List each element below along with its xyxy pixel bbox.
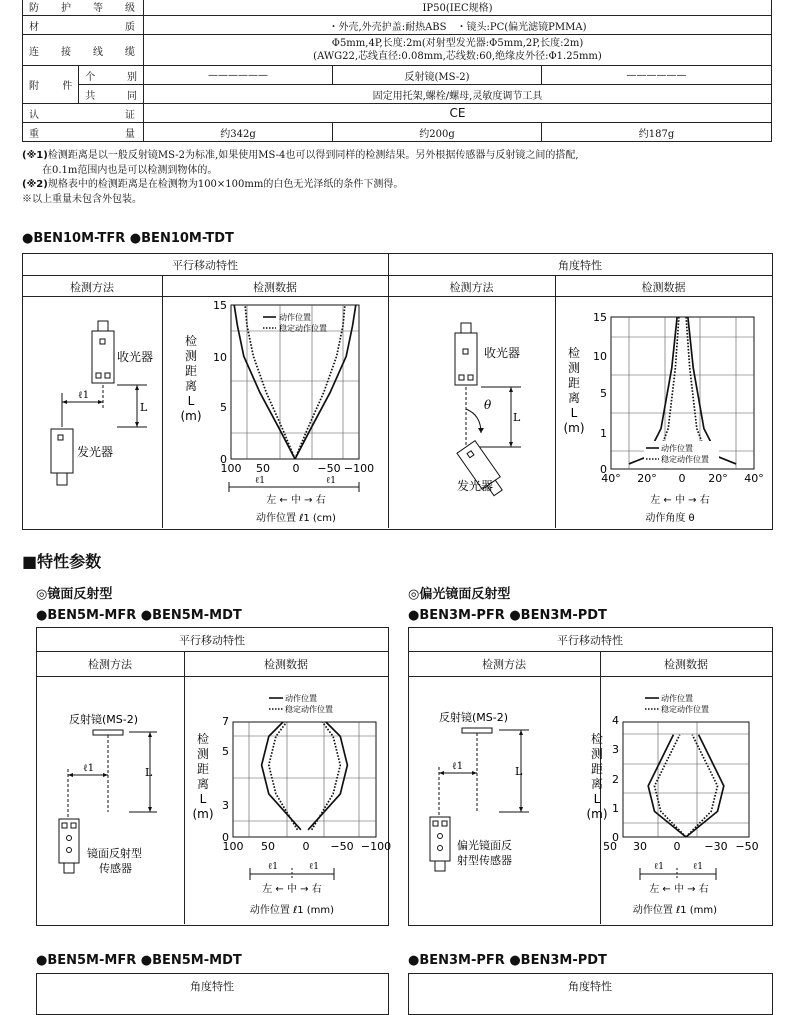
col-method: 检测方法 (482, 658, 526, 671)
table-row: 附 件 个 别 —————— 反射镜(MS-2) —————— (23, 66, 772, 85)
x-tick-label: 50 (603, 840, 617, 853)
chart-parallel-ben3m (586, 677, 771, 923)
theta-label: θ (484, 398, 492, 412)
y-tick-label: 5 (222, 745, 229, 758)
y-axis-label-char: (m) (180, 409, 202, 423)
y-axis-label-char: 距 (184, 364, 198, 378)
y-tick-label: 10 (593, 350, 607, 363)
mirror-icon (462, 728, 492, 733)
legend-action: 动作位置 (661, 444, 693, 453)
y-axis-label-char: 检 (567, 346, 581, 360)
x-caption-direction: 左 ← 中 → 右 (262, 884, 322, 895)
col-method: 检测方法 (88, 658, 132, 671)
header-angle: 角度特性 (568, 980, 612, 993)
parallel-method-diagram (22, 297, 162, 527)
svg-text:ℓ1: ℓ1 (654, 862, 665, 872)
chart-angle-ben10m (556, 297, 771, 527)
section-title: ■特性参数 (22, 552, 102, 571)
legend-action: 动作位置 (279, 313, 311, 322)
col-method: 检测方法 (449, 281, 494, 294)
y-tick-label: 15 (593, 311, 607, 324)
svg-text:ℓ1: ℓ1 (309, 862, 320, 872)
l1-dimension (640, 862, 716, 880)
legend (263, 312, 327, 333)
x-tick-label: −50 (317, 462, 341, 475)
header-angle: 角度特性 (190, 980, 234, 993)
y-tick-label: 0 (612, 831, 619, 844)
y-axis-label-char: L (593, 792, 601, 806)
x-axis-label: 动作位置 ℓ1 (mm) (632, 905, 718, 916)
y-axis-label-char: 测 (184, 349, 198, 363)
y-tick-label: 0 (222, 831, 229, 844)
type-polarized: ◎偏光镜面反射型 (408, 587, 511, 602)
y-axis-label-char: 检 (196, 732, 210, 746)
x-axis-label: 动作位置 ℓ1 (mm) (249, 905, 335, 916)
type-mirror: ◎镜面反射型 (36, 587, 113, 602)
models-ben5m-angle: ●BEN5M-MFR ●BEN5M-MDT (36, 953, 242, 968)
x-tick-label: 40° (744, 472, 764, 485)
y-axis-label-char: 离 (567, 391, 581, 405)
col-data: 检测数据 (641, 281, 686, 294)
table-row: 连 接 线 缆 Φ5mm,4P,长度:2m(对射型发光器:Φ5mm,2P,长度:2m) (AWG22,芯线直径:0.08mm,芯线数:60,绝缘皮外径:Φ1.25mm) (23, 35, 772, 66)
y-axis-label-char: 检 (184, 334, 198, 348)
mirror-label: 反射镜(MS-2) (69, 713, 139, 726)
svg-text:ℓ1: ℓ1 (255, 476, 266, 486)
x-tick-label: −50 (735, 840, 759, 853)
L-label: L (513, 411, 521, 424)
models-ben10m: ●BEN10M-TFR ●BEN10M-TDT (22, 231, 234, 246)
y-axis-label-char: (m) (563, 421, 585, 435)
x-tick-label: 100 (222, 840, 244, 853)
y-tick-label: 10 (213, 351, 227, 364)
y-axis-label-char: 测 (590, 747, 604, 761)
y-axis-label-char: (m) (586, 807, 608, 821)
y-axis-label (563, 345, 584, 435)
x-tick-label: 0 (678, 472, 686, 485)
L-label: L (140, 401, 148, 414)
x-tick-label: 0 (302, 840, 310, 853)
y-axis-label-char: L (199, 792, 207, 806)
L-label: L (515, 765, 523, 778)
y-tick-label: 1 (600, 427, 607, 440)
col-data: 检测数据 (264, 658, 308, 671)
chart-parallel-ben5m (185, 677, 392, 923)
y-axis-label-char: 离 (590, 777, 604, 791)
x-tick-label: 0 (292, 462, 300, 475)
note-1-cont: 在0.1m范围内也是可以检测到物体的。 (22, 164, 218, 176)
emitter-sensor (51, 429, 73, 485)
receiver-label: 收光器 (117, 350, 154, 364)
x-caption-direction: 左 ← 中 → 右 (266, 495, 326, 506)
receiver-sensor (455, 323, 477, 385)
y-axis-label-char: 测 (567, 361, 581, 375)
y-tick-label: 0 (220, 453, 227, 466)
header-parallel: 平行移动特性 (557, 634, 623, 647)
x-axis-label: 动作角度 θ (645, 513, 695, 524)
series-stable-line (312, 722, 341, 830)
legend (644, 441, 719, 468)
x-tick-label: −50 (330, 840, 354, 853)
plot-frame (623, 722, 749, 837)
sensor-label-line1: 偏光镜面反 (457, 839, 512, 852)
legend-action: 动作位置 (285, 694, 317, 703)
reflective-sensor (59, 819, 79, 873)
legend-stable: 稳定动作位置 (661, 455, 709, 464)
x-tick-label: 50 (256, 462, 270, 475)
angle-method-diagram (389, 297, 555, 527)
sensor-label-line2: 传感器 (99, 862, 132, 875)
y-tick-label: 3 (612, 743, 619, 756)
receiver-label: 收光器 (484, 346, 521, 360)
legend-stable: 稳定动作位置 (285, 705, 333, 714)
chart-parallel-ben10m (163, 297, 387, 527)
x-tick-label: 40° (601, 472, 621, 485)
y-tick-label: 5 (600, 387, 607, 400)
models-ben3m-angle: ●BEN3M-PFR ●BEN3M-PDT (408, 953, 607, 968)
x-tick-label: 20° (708, 472, 728, 485)
y-tick-label: 5 (220, 401, 227, 414)
polarized-method-diagram (409, 677, 600, 923)
l1-label: ℓ1 (83, 763, 95, 774)
legend-stable: 稳定动作位置 (279, 324, 327, 333)
note-2: (※2)规格表中的检测距离是在检测物为100×100mm的白色无光泽纸的条件下测得。 (22, 179, 404, 190)
plot-frame (233, 722, 376, 837)
notes (22, 149, 579, 207)
x-tick-label: 100 (220, 462, 242, 475)
legend (643, 691, 723, 717)
l1-dimension (250, 862, 334, 880)
y-tick-label: 3 (222, 799, 229, 812)
y-tick-label: 15 (213, 299, 227, 312)
y-axis-label-char: 检 (590, 732, 604, 746)
y-axis-label-char: 离 (196, 777, 210, 791)
y-tick-label: 0 (600, 463, 607, 476)
x-caption-direction: 左 ← 中 → 右 (650, 495, 710, 506)
x-caption-direction: 左 ← 中 → 右 (649, 884, 709, 895)
x-tick-label: −100 (343, 462, 375, 475)
x-tick-label: 20° (637, 472, 657, 485)
l1-label: ℓ1 (452, 761, 464, 772)
x-tick-label: 0 (673, 840, 681, 853)
y-axis-label-char: (m) (192, 807, 214, 821)
L-label: L (145, 766, 153, 779)
y-tick-label: 2 (612, 773, 619, 786)
l1-label: ℓ1 (78, 390, 90, 401)
table-row: 材 质 ・外壳,外壳护盖:耐热ABS ・镜头:PC(偏光滤镜PMMA) (23, 16, 772, 35)
y-axis-label-char: 测 (196, 747, 210, 761)
series-stable-line (269, 722, 298, 830)
y-tick-label: 4 (612, 714, 619, 727)
col-data: 检测数据 (664, 658, 708, 671)
models-ben3m: ●BEN3M-PFR ●BEN3M-PDT (408, 608, 607, 623)
col-data: 检测数据 (253, 281, 297, 294)
x-axis-label: 动作位置 ℓ1 (cm) (256, 513, 336, 524)
y-axis-label-char: 离 (184, 379, 198, 393)
svg-text:ℓ1: ℓ1 (693, 862, 704, 872)
emitter-label: 发光器 (77, 445, 114, 459)
spec-table (22, 0, 772, 142)
mirror-icon (93, 730, 123, 735)
x-tick-label: 50 (261, 840, 275, 853)
table-row: 共 同 固定用托架,螺栓/螺母,灵敏度调节工具 (23, 85, 772, 104)
legend-stable: 稳定动作位置 (661, 705, 709, 714)
x-tick-label: −30 (704, 840, 728, 853)
legend-action: 动作位置 (661, 694, 693, 703)
table-row: 重 量 约342g 约200g 约187g (23, 123, 772, 142)
y-axis-label-char: 距 (590, 762, 604, 776)
mirror-method-diagram (37, 677, 184, 923)
svg-text:ℓ1: ℓ1 (268, 862, 279, 872)
ce-mark: CE (144, 104, 772, 123)
y-axis-label-char: 距 (196, 762, 210, 776)
header-angle: 角度特性 (558, 259, 602, 272)
y-tick-label: 1 (612, 802, 619, 815)
series-action-line (262, 722, 301, 830)
header-parallel: 平行移动特性 (179, 634, 245, 647)
models-ben5m: ●BEN5M-MFR ●BEN5M-MDT (36, 608, 242, 623)
col-method: 检测方法 (70, 281, 114, 294)
table-row: 防 护 等 级 IP50(IEC规格) (23, 0, 772, 16)
sensor-label-line2: 射型传感器 (457, 854, 512, 867)
series-action-line (308, 722, 347, 830)
y-axis-label (192, 731, 213, 821)
series-stable-line (686, 735, 718, 837)
emitter-label: 发光器 (457, 479, 494, 493)
legend (267, 691, 347, 717)
y-axis-label-char: L (187, 394, 195, 408)
sensor-label-line1: 镜面反射型 (87, 847, 142, 860)
y-tick-label: 7 (222, 715, 229, 728)
y-axis-label-char: 距 (567, 376, 581, 390)
note-3: ※以上重量未包含外包装。 (22, 193, 142, 205)
x-tick-label: 30 (633, 840, 647, 853)
mirror-label: 反射镜(MS-2) (439, 711, 509, 724)
x-tick-label: −100 (360, 840, 392, 853)
table-row: 认 证 CE (23, 104, 772, 123)
receiver-sensor (92, 321, 114, 383)
note-1: (※1)检测距离是以一般反射镜MS-2为标准,如果使用MS-4也可以得到同样的检测结果。另外根据传感器与反射镜之间的搭配, (22, 150, 579, 161)
series-stable-line (655, 735, 687, 837)
y-axis-label (180, 333, 201, 423)
header-parallel: 平行移动特性 (172, 259, 238, 272)
svg-text:ℓ1: ℓ1 (326, 476, 337, 486)
y-axis-label-char: L (570, 406, 578, 420)
l1-dimension (229, 476, 359, 492)
reflective-sensor (430, 817, 450, 871)
